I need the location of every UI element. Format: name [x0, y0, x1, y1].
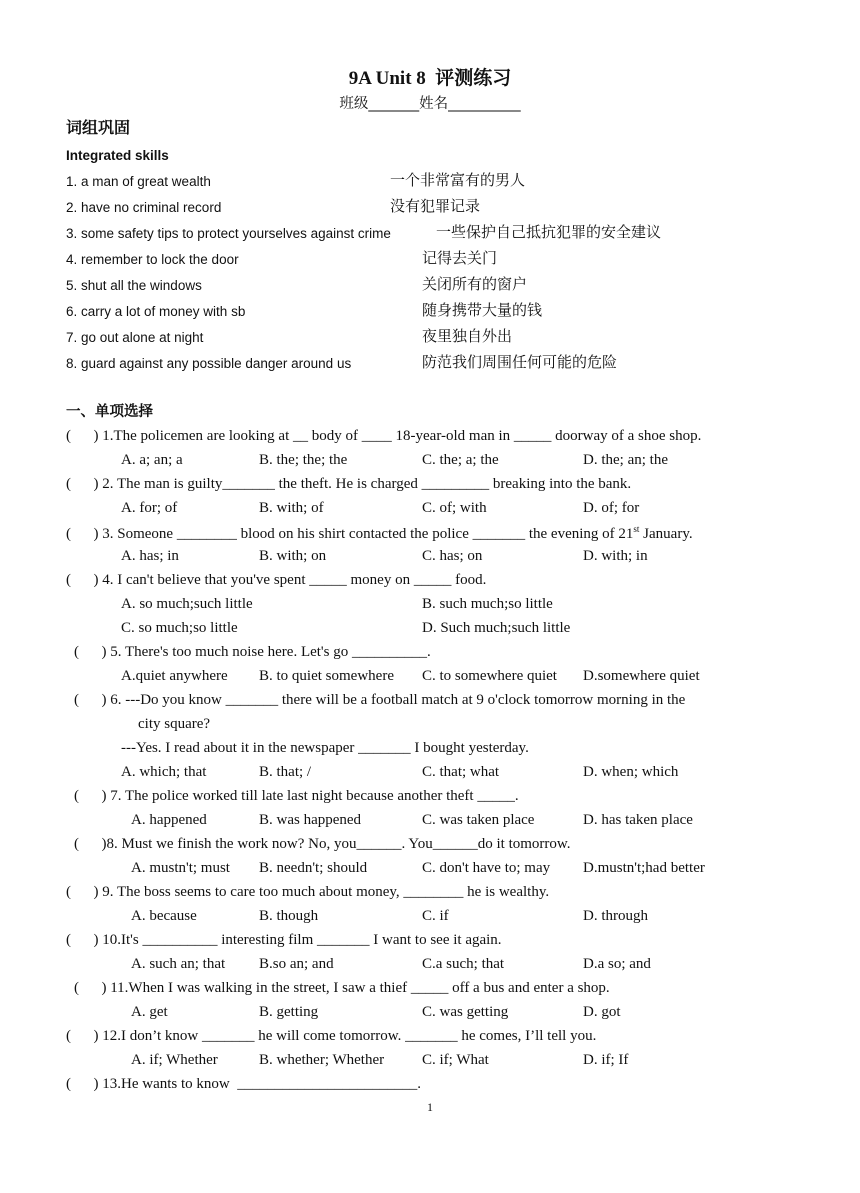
option-b: B. the; the; the	[259, 452, 348, 468]
option-a: A. get	[131, 1004, 168, 1020]
option-a: A. has; in	[121, 548, 179, 564]
vocab-item-en: 4. remember to lock the door	[66, 252, 239, 267]
vocab-item-zh: 没有犯罪记录	[390, 197, 481, 215]
option-b: B. was happened	[259, 812, 362, 828]
option-d: D.mustn't;had better	[583, 860, 705, 876]
class-name-line: 班级_______姓名__________	[339, 96, 521, 112]
question-stem-text: ( ) 3. Someone ________ blood on his shirt contacted the police _______ the evening of 21	[66, 526, 634, 542]
option-d: D.a so; and	[583, 956, 651, 972]
option-b: B. needn't; should	[259, 860, 368, 876]
question-stem: ( ) 13.He wants to know ________________________.	[66, 1076, 421, 1092]
vocab-item-en: 6. carry a lot of money with sb	[66, 304, 246, 319]
option-d: D. the; an; the	[583, 452, 668, 468]
option-c: C. that; what	[422, 764, 500, 780]
dialogue-reply: ---Yes. I read about it in the newspaper _______ I bought yesterday.	[121, 740, 529, 756]
question-stem-continued: city square?	[138, 716, 211, 732]
vocab-heading: 词组巩固	[66, 118, 131, 137]
vocab-item-zh: 夜里独自外出	[422, 327, 513, 345]
option-c: C. don't have to; may	[422, 860, 551, 876]
vocab-item-zh: 一个非常富有的男人	[390, 171, 526, 189]
option-a: A. a; an; a	[121, 452, 183, 468]
option-d: D.somewhere quiet	[583, 668, 700, 684]
option-c: C. was getting	[422, 1004, 509, 1020]
option-d: D. through	[583, 908, 648, 924]
question-stem: ( ) 9. The boss seems to care too much about money, ________ he is wealthy.	[66, 884, 550, 900]
page-number: 1	[427, 1100, 433, 1114]
option-a: A. happened	[131, 812, 207, 828]
vocab-item-en: 3. some safety tips to protect yourselves against crime	[66, 226, 391, 241]
mcq-heading: 一、单项选择	[66, 404, 153, 420]
question-stem: ( ) 11.When I was walking in the street, I saw a thief _____ off a bus and enter a shop.	[74, 980, 610, 996]
vocab-item-en: 2. have no criminal record	[66, 200, 222, 215]
option-c: C. was taken place	[422, 812, 535, 828]
option-c: C. if; What	[422, 1052, 489, 1068]
option-b: B.so an; and	[259, 956, 334, 972]
question-stem: ( ) 12.I don’t know _______ he will come tomorrow. _______ he comes, I’ll tell you.	[66, 1028, 597, 1044]
question-stem-text: January.	[639, 526, 693, 542]
vocab-item-zh: 关闭所有的窗户	[422, 275, 528, 293]
option-d: D. when; which	[583, 764, 679, 780]
option-b: B. that; /	[259, 764, 312, 780]
vocab-item-zh: 记得去关门	[422, 249, 498, 267]
vocab-item-zh: 一些保护自己抵抗犯罪的安全建议	[436, 223, 662, 241]
option-b: B. to quiet somewhere	[259, 668, 394, 684]
question-stem: ( )8. Must we finish the work now? No, you______. You______do it tomorrow.	[74, 836, 571, 852]
option-a: A. for; of	[121, 500, 178, 516]
option-c: C. to somewhere quiet	[422, 668, 557, 684]
option-c: C. has; on	[422, 548, 483, 564]
vocab-item-en: 8. guard against any possible danger around us	[66, 356, 352, 371]
option-d: D. has taken place	[583, 812, 693, 828]
option-c: C.a such; that	[422, 956, 505, 972]
option-c: C. of; with	[422, 500, 487, 516]
vocab-item-zh: 防范我们周围任何可能的危险	[422, 353, 618, 371]
question-stem: ( ) 1.The policemen are looking at __ body of ____ 18-year-old man in _____ doorway of a shoe shop.	[66, 428, 702, 444]
question-stem: ( ) 4. I can't believe that you've spent _____ money on _____ food.	[66, 572, 487, 588]
vocab-subheading: Integrated skills	[66, 148, 169, 163]
question-stem: ( ) 5. There's too much noise here. Let's go __________.	[74, 644, 431, 660]
option-d: D. Such much;such little	[422, 620, 571, 636]
option-a: A. such an; that	[131, 956, 226, 972]
option-a: A.quiet anywhere	[121, 668, 228, 684]
option-b: B. such much;so little	[422, 596, 553, 612]
option-b: B. getting	[259, 1004, 319, 1020]
option-d: D. got	[583, 1004, 621, 1020]
question-stem: ( ) 6. ---Do you know _______ there will be a football match at 9 o'clock tomorrow morning in the	[74, 692, 686, 708]
option-a: A. if; Whether	[131, 1052, 218, 1068]
vocab-item-en: 5. shut all the windows	[66, 278, 202, 293]
option-c: C. so much;so little	[121, 620, 238, 636]
option-a: A. because	[131, 908, 197, 924]
option-c: C. if	[422, 908, 449, 924]
option-c: C. the; a; the	[422, 452, 499, 468]
option-a: A. mustn't; must	[131, 860, 230, 876]
option-b: B. though	[259, 908, 319, 924]
option-a: A. which; that	[121, 764, 207, 780]
question-stem: ( ) 10.It's __________ interesting film _______ I want to see it again.	[66, 932, 502, 948]
option-d: D. if; If	[583, 1052, 629, 1068]
ordinal-superscript: st	[633, 524, 640, 534]
vocab-item-en: 1. a man of great wealth	[66, 174, 211, 189]
question-stem: ( ) 7. The police worked till late last night because another theft _____.	[74, 788, 519, 804]
option-a: A. so much;such little	[121, 596, 253, 612]
option-b: B. whether; Whether	[259, 1052, 385, 1068]
option-d: D. with; in	[583, 548, 648, 564]
document-title: 9A Unit 8 评测练习	[348, 68, 512, 89]
vocab-item-zh: 随身携带大量的钱	[422, 301, 543, 319]
question-stem	[66, 525, 693, 542]
option-b: B. with; on	[259, 548, 327, 564]
option-d: D. of; for	[583, 500, 640, 516]
question-stem: ( ) 2. The man is guilty_______ the theft. He is charged _________ breaking into the bank.	[66, 476, 632, 492]
vocab-item-en: 7. go out alone at night	[66, 330, 204, 345]
option-b: B. with; of	[259, 500, 324, 516]
